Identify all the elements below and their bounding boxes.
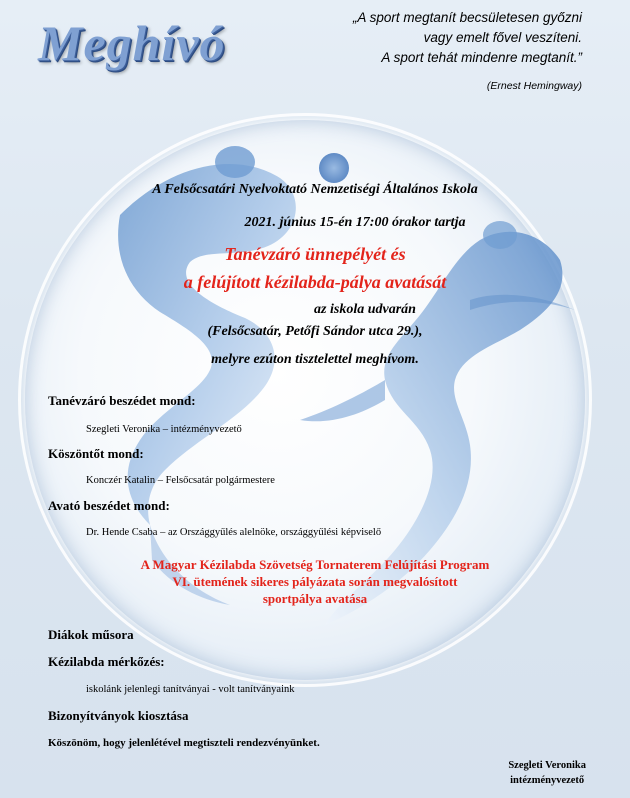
program-heading-opening-speech: Avató beszédet mond: [48, 498, 170, 513]
event-place-line-2: (Felsőcsatár, Petőfi Sándor utca 29.), [207, 324, 423, 339]
event-title-line-1: Tanévzáró ünnepélyét és [224, 244, 406, 264]
ball [319, 153, 349, 183]
program-note-line-2: VI. ütemének sikeres pályázata során megvalósított [172, 574, 458, 589]
quote-line-1: „A sport megtanít becsületesen győzni [352, 10, 582, 25]
quote-line-3: A sport tehát mindenre megtanít.” [381, 50, 582, 65]
program-detail-handball-match: iskolánk jelenlegi tanítványai - volt tanítványaink [86, 684, 295, 695]
event-place-line-1: az iskola udvarán [314, 302, 416, 317]
program-item-certificates: Bizonyítványok kiosztása [48, 708, 189, 723]
closing-sentence: Köszönöm, hogy jelenlétével megtiszteli rendezvényünket. [48, 737, 320, 749]
event-title-line-2: a felújított kézilabda-pálya avatását [183, 272, 447, 292]
program-heading-greeting: Köszöntőt mond: [48, 446, 144, 461]
program-detail-opening-speech: Dr. Hende Csaba – az Országgyűlés alelnöke, országgyűlési képviselő [86, 527, 382, 538]
quote-author: (Ernest Hemingway) [486, 80, 582, 92]
signature-block [508, 758, 586, 788]
program-detail-closing-speech: Szegleti Veronika – intézményvezető [86, 424, 242, 435]
program-detail-greeting: Konczér Katalin – Felsőcsatár polgármestere [86, 475, 275, 486]
hemingway-quote [252, 8, 582, 96]
invitation-sentence: melyre ezúton tisztelettel meghívom. [211, 352, 419, 367]
program-item-student-show: Diákok műsora [48, 627, 134, 642]
program-note-line-3: sportpálya avatása [262, 591, 368, 606]
program-note-line-1: A Magyar Kézilabda Szövetség Tornaterem Felújítási Program [140, 557, 490, 572]
page-title: Meghívó [38, 15, 226, 71]
signature-role: intézményvezető [510, 775, 585, 786]
quote-line-2: vagy emelt fővel veszíteni. [423, 30, 582, 45]
program-item-handball-match: Kézilabda mérkőzés: [48, 654, 165, 669]
school-name: A Felsőcsatári Nyelvoktató Nemzetiségi Általános Iskola [152, 182, 478, 197]
program-heading-closing-speech: Tanévzáró beszédet mond: [48, 393, 196, 408]
event-date: 2021. június 15-én 17:00 órakor tartja [244, 215, 466, 230]
signature-name: Szegleti Veronika [508, 760, 586, 771]
